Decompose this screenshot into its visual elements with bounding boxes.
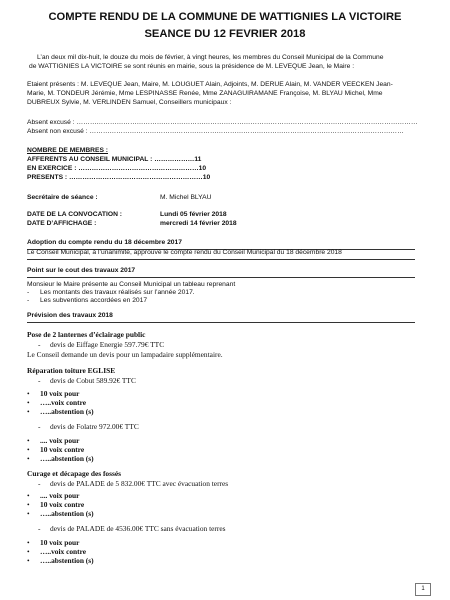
- bullet: •: [27, 436, 30, 445]
- prevision-rule: [27, 322, 415, 323]
- members-afferents: AFFERENTS AU CONSEIL MUNICIPAL : ………………11: [27, 156, 202, 163]
- convocation-label: DATE DE LA CONVOCATION :: [27, 211, 122, 218]
- prevision-heading: Prévision des travaux 2018: [27, 312, 113, 319]
- toiture-devis2-dash: -: [38, 422, 41, 431]
- bullet: •: [27, 500, 30, 509]
- secretary-label: Secrétaire de séance :: [27, 194, 98, 201]
- page-number: 1: [421, 586, 425, 592]
- presents-line-2: Marie, M. TONDEUR Jérémie, Mme LESPINASSE Renée, Mme ZANAGUIRAMANE Françoise, M. BLYAU Michel, Mme: [27, 90, 383, 97]
- absent-non-excuse: Absent non excusé : ……………………………………………………………………………………………………………………………: [27, 128, 404, 135]
- lanternes-devis: devis de Eiffage Energie 597.79€ TTC: [50, 340, 165, 349]
- document-title: COMPTE RENDU DE LA COMMUNE DE WATTIGNIES LA VICTOIRE: [48, 11, 402, 23]
- affichage-value: mercredi 14 février 2018: [160, 220, 237, 227]
- curage-vote2-pour: 10 voix pour: [40, 538, 80, 547]
- toiture-vote1-pour: 10 voix pour: [40, 389, 80, 398]
- members-exercice: EN EXERCICE : ………………………………………………10: [27, 165, 207, 172]
- curage-devis1: devis de PALADE de 5 832.00€ TTC avec évacuation terres: [50, 479, 229, 488]
- adoption-text: Le Conseil Municipal, à l’unanimité, approuve le compte rendu du Conseil Municipal du 18 décembre 2018: [27, 249, 342, 256]
- curage-heading: Curage et décapage des fossés: [27, 469, 122, 478]
- point-intro: Monsieur le Maire présente au Conseil Municipal un tableau reprenant: [27, 281, 236, 288]
- bullet: •: [27, 445, 30, 454]
- toiture-devis1: devis de Cobut 589.92€ TTC: [50, 376, 136, 385]
- lanternes-heading: Pose de 2 lanternes d’éclairage public: [27, 330, 146, 339]
- curage-devis2: devis de PALADE de 4536.00€ TTC sans évacuation terres: [50, 524, 226, 533]
- toiture-vote1-abstention: …..abstention (s): [40, 407, 94, 416]
- presents-line-3: DUBREUX Sylvie, M. VERLINDEN Samuel, Conseillers municipaux :: [27, 99, 232, 106]
- point-item-1-dash: -: [27, 289, 30, 296]
- toiture-devis2: devis de Folatre 972.00€ TTC: [50, 422, 139, 431]
- intro-line-1: L’an deux mil dix-huit, le douze du mois de février, à vingt heures, les membres du Conseil Municipal de la Commune: [37, 54, 384, 61]
- page-number-box: [415, 583, 431, 596]
- curage-vote1-pour: .... voix pour: [40, 491, 80, 500]
- toiture-vote2-contre: 10 voix contre: [40, 445, 85, 454]
- bullet: •: [27, 454, 30, 463]
- presents-line-1: Etaient présents : M. LEVEQUE Jean, Maire, M. LOUGUET Alain, Adjoints, M. DERUE Alain, M. VANDER VEECKEN Jean-: [27, 81, 393, 88]
- bullet: •: [27, 491, 30, 500]
- affichage-label: DATE D’AFFICHAGE :: [27, 220, 97, 227]
- lanternes-dash: -: [38, 340, 41, 349]
- point-item-2: Les subventions accordées en 2017: [40, 297, 148, 304]
- toiture-vote2-abstention: …..abstention (s): [40, 454, 94, 463]
- curage-devis2-dash: -: [38, 524, 41, 533]
- bullet: •: [27, 389, 30, 398]
- curage-devis1-dash: -: [38, 479, 41, 488]
- curage-vote1-contre: 10 voix contre: [40, 500, 85, 509]
- point-item-1: Les montants des travaux réalisés sur l’année 2017.: [40, 289, 195, 296]
- session-date-title: SEANCE DU 12 FEVRIER 2018: [144, 28, 306, 40]
- bullet: •: [27, 509, 30, 518]
- absent-excuse: Absent excusé : ………………………………………………………………………………………………………………………………………: [27, 119, 418, 126]
- curage-vote1-abstention: …..abstention (s): [40, 509, 94, 518]
- toiture-vote1-contre: …..voix contre: [40, 398, 87, 407]
- point-heading: Point sur le cout des travaux 2017: [27, 267, 136, 274]
- convocation-value: Lundi 05 février 2018: [160, 211, 227, 218]
- curage-vote2-contre: …..voix contre: [40, 547, 87, 556]
- bullet: •: [27, 407, 30, 416]
- bullet: •: [27, 398, 30, 407]
- bullet: •: [27, 538, 30, 547]
- toiture-devis1-dash: -: [38, 376, 41, 385]
- secretary-value: M. Michel BLYAU: [160, 194, 212, 201]
- point-item-2-dash: -: [27, 297, 30, 304]
- curage-vote2-abstention: …..abstention (s): [40, 556, 94, 565]
- intro-line-2: de WATTIGNIES LA VICTOIRE se sont réunis en mairie, sous la présidence de M. LEVEQUE Jean, le Maire :: [29, 63, 355, 70]
- adoption-heading: Adoption du compte rendu du 18 décembre 2017: [27, 239, 182, 246]
- bullet: •: [27, 556, 30, 565]
- members-presents: PRESENTS : ……………………………………………………10: [27, 174, 211, 181]
- adoption-rule-bottom: [27, 259, 415, 260]
- lanternes-note: Le Conseil demande un devis pour un lampadaire supplémentaire.: [27, 350, 223, 359]
- members-heading: NOMBRE DE MEMBRES :: [27, 147, 108, 154]
- bullet: •: [27, 547, 30, 556]
- toiture-vote2-pour: .... voix pour: [40, 436, 80, 445]
- toiture-heading: Réparation toiture EGLISE: [27, 366, 116, 375]
- point-rule: [27, 277, 415, 278]
